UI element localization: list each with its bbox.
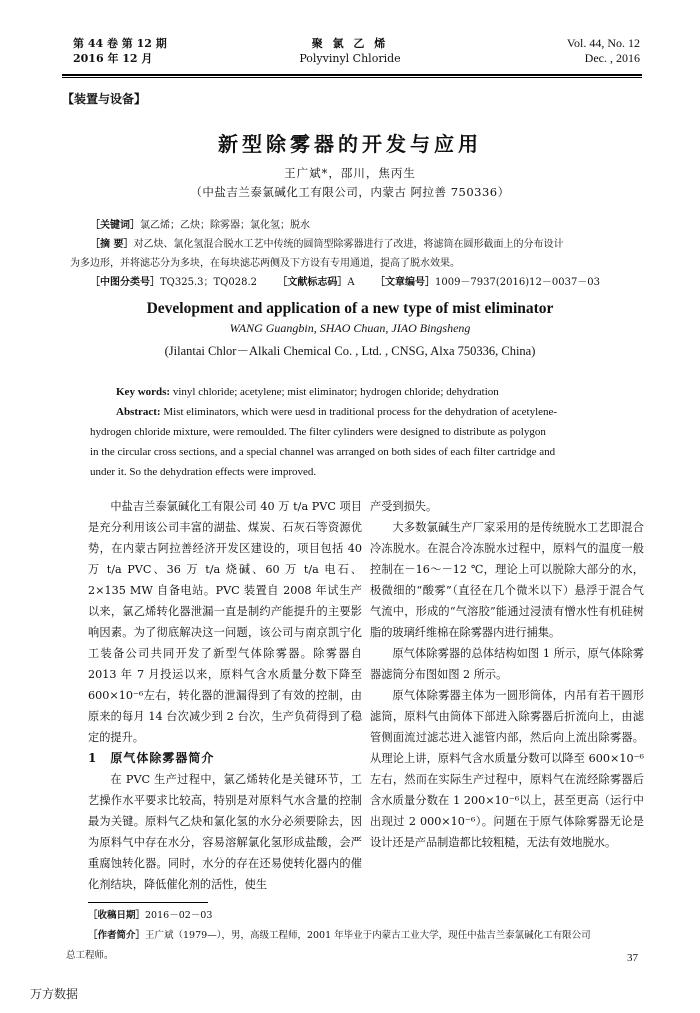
authors-en: WANG Guangbin, SHAO Chuan, JIAO Bingsheng — [229, 321, 471, 335]
header-volume-en — [567, 36, 640, 66]
section-label: 【装置与设备】 — [62, 92, 147, 106]
doc-code-value: A — [347, 277, 355, 288]
volume-en: Vol. 44, No. 12 — [566, 36, 640, 50]
body-paragraph: 原气体除雾器的总体结构如图 1 所示，原气体除雾器滤筒分布图如图 2 所示。 — [370, 647, 644, 681]
affiliation-en: (Jilantai Chlor－Alkali Chemical Co. , Ltd. , CNSG, Alxa 750336, China) — [164, 344, 536, 358]
affiliation-cn: （中盐吉兰泰氯碱化工有限公司，内蒙古 阿拉善 750336） — [190, 185, 510, 199]
en-abstract-block — [90, 382, 630, 482]
body-paragraph: 原气体除雾器主体为一圆形筒体，内吊有若干圆形滤筒，原料气由筒体下部进入除雾器后折流向上，由滤管侧面流过滤芯进入滤管内部，然后向上流出除雾器。从理论上讲，原料气含水质量分数可以降至 600×10⁻⁶左右，然而在实际生产过程中，原料气在流经除雾器后含水质量分数在 1 200×10⁻⁶以上，甚至更高（运行中出现过 2 000×10⁻⁶）。问题在于原气体除雾器无论是设计还是产品制造都比较粗糙，无法有效地脱水。 — [370, 689, 644, 849]
keywords-en — [90, 382, 630, 402]
author-bio-line2: 总工程师。 — [66, 950, 114, 961]
author-bio-line1: 王广斌（1979—），男，高级工程师，2001 年毕业于内蒙古工业大学，现任中盐吉兰泰氯碱化工有限公司 — [145, 930, 591, 941]
clc-value: TQ325.3；TQ028.2 — [160, 277, 257, 288]
body-paragraph: 中盐吉兰泰氯碱化工有限公司 40 万 t/a PVC 项目是充分利用该公司丰富的湖盐、煤炭、石灰石等资源优势，在内蒙古阿拉善经济开发区建设的，项目包括 40 万 t/a PVC、36 万 t/a 烧碱、60 万 t/a 电石、2×135 MW 自备电站。PVC 装置自 2008 年试生产以来，氯乙烯转化器泄漏一直是制约产能提升的主要影响因素。为了彻底解决这一问题，该公司与南京凯宁化工装备公司共同开发了新型气体除雾器。除雾器自 2013 年 7 月投运以来，原料气含水质量分数下降至 600×10⁻⁶左右，转化器的泄漏得到了有效的控制，由原来的每月 14 台次减少到 2 台次，生产负荷得到了稳定的提升。 — [88, 500, 362, 744]
body-continuation: 产受到损失。 — [370, 500, 438, 513]
body-right-column — [370, 496, 644, 853]
page-number: 37 — [627, 952, 638, 964]
received-label: ［收稿日期］ — [88, 910, 146, 921]
footnotes — [66, 906, 648, 966]
header-journal — [250, 36, 450, 66]
keywords-cn — [90, 216, 630, 235]
author-bio-label: ［作者简介］ — [88, 930, 146, 941]
abstract-cn-line2: 为多边形，并将滤芯分为多块，在每块滤芯两侧及下方设有专用通道，提高了脱水效果。 — [70, 258, 460, 269]
header-volume-cn — [73, 36, 167, 66]
date-en: Dec. , 2016 — [584, 51, 640, 65]
article-no-label: ［文章编号］ — [374, 277, 435, 288]
date-cn: 2016 年 12 月 — [73, 52, 153, 65]
body-paragraph: 在 PVC 生产过程中，氯乙烯转化是关键环节，工艺操作水平要求比较高，特别是对原料气水含量的控制最为关键。原料气乙炔和氯化氢的水分必须要除去，因为原料气中存在水分，容易溶解氯化氢形成盐酸，会严重腐蚀转化器。同时，水分的存在还易使转化器内的催化剂结块，降低催化剂的活性，使生 — [88, 773, 362, 891]
footnote-rule — [88, 902, 208, 903]
authors-cn: 王广斌*，邵川，焦丙生 — [284, 166, 416, 180]
keywords-en-text: vinyl chloride; acetylene; mist eliminator; hydrogen chloride; dehydration — [172, 386, 499, 398]
received-date — [88, 906, 648, 926]
section-heading-1: 1 原气体除雾器简介 — [88, 751, 215, 765]
volume-cn: 第 44 卷 第 12 期 — [73, 37, 167, 50]
article-no-value: 1009－7937(2016)12－0037－03 — [434, 277, 601, 288]
header-rule-thin — [62, 77, 642, 78]
keywords-en-label: Key words: — [116, 386, 171, 398]
received-value: 2016－02－03 — [145, 910, 213, 921]
abstract-cn-line1: 对乙炔、氯化氢混合脱水工艺中传统的圆筒型除雾器进行了改进，将滤筒在圆形截面上的分布设计 — [133, 239, 564, 250]
cn-abstract-block — [70, 216, 630, 292]
doc-code-label: ［文献标志码］ — [277, 277, 348, 288]
article-title-en: Development and application of a new type of mist eliminator — [146, 300, 554, 317]
body-paragraph: 大多数氯碱生产厂家采用的是传统脱水工艺即混合冷冻脱水。在混合冷冻脱水过程中，原料气的温度一般控制在－16～－12 ℃，理论上可以脱除大部分的水，极微细的“酸雾”（直径在几个微米以下）悬浮于混合气气流中，形成的“气溶胶”能通过浸渍有憎水性有机硅树脂的玻璃纤维棉在除雾器内进行捕集。 — [370, 521, 644, 639]
article-title-cn: 新型除雾器的开发与应用 — [218, 132, 482, 156]
abstract-en-line2: hydrogen chloride mixture, were remoulded. The filter cylinders were designed to distribute as polygon — [90, 426, 546, 438]
body-left-column — [88, 496, 362, 895]
keywords-cn-text: 氯乙烯；乙炔；除雾器；氯化氢；脱水 — [140, 220, 310, 231]
abstract-en-label: Abstract: — [116, 406, 161, 418]
clc-label: ［中图分类号］ — [90, 277, 160, 288]
abstract-cn — [70, 235, 630, 273]
keywords-cn-label: ［关键词］ — [90, 220, 140, 231]
abstract-en-first — [90, 402, 630, 422]
abstract-en-line1: Mist eliminators, which were uesd in traditional process for the dehydration of acetylene- — [163, 406, 558, 418]
abstract-en-line3: in the circular cross sections, and a special channel was arranged on both sides of each filter cartridge and — [90, 446, 556, 458]
author-bio — [88, 926, 648, 946]
journal-name-en: Polyvinyl Chloride — [299, 52, 401, 65]
watermark: 万方数据 — [30, 987, 79, 1001]
classification — [90, 273, 630, 292]
abstract-cn-label: ［摘 要］ — [90, 239, 134, 250]
header-rule — [62, 74, 642, 76]
journal-name-cn: 聚 氯 乙 烯 — [311, 37, 389, 50]
abstract-en-line4: under it. So the dehydration effects were improved. — [90, 466, 317, 478]
